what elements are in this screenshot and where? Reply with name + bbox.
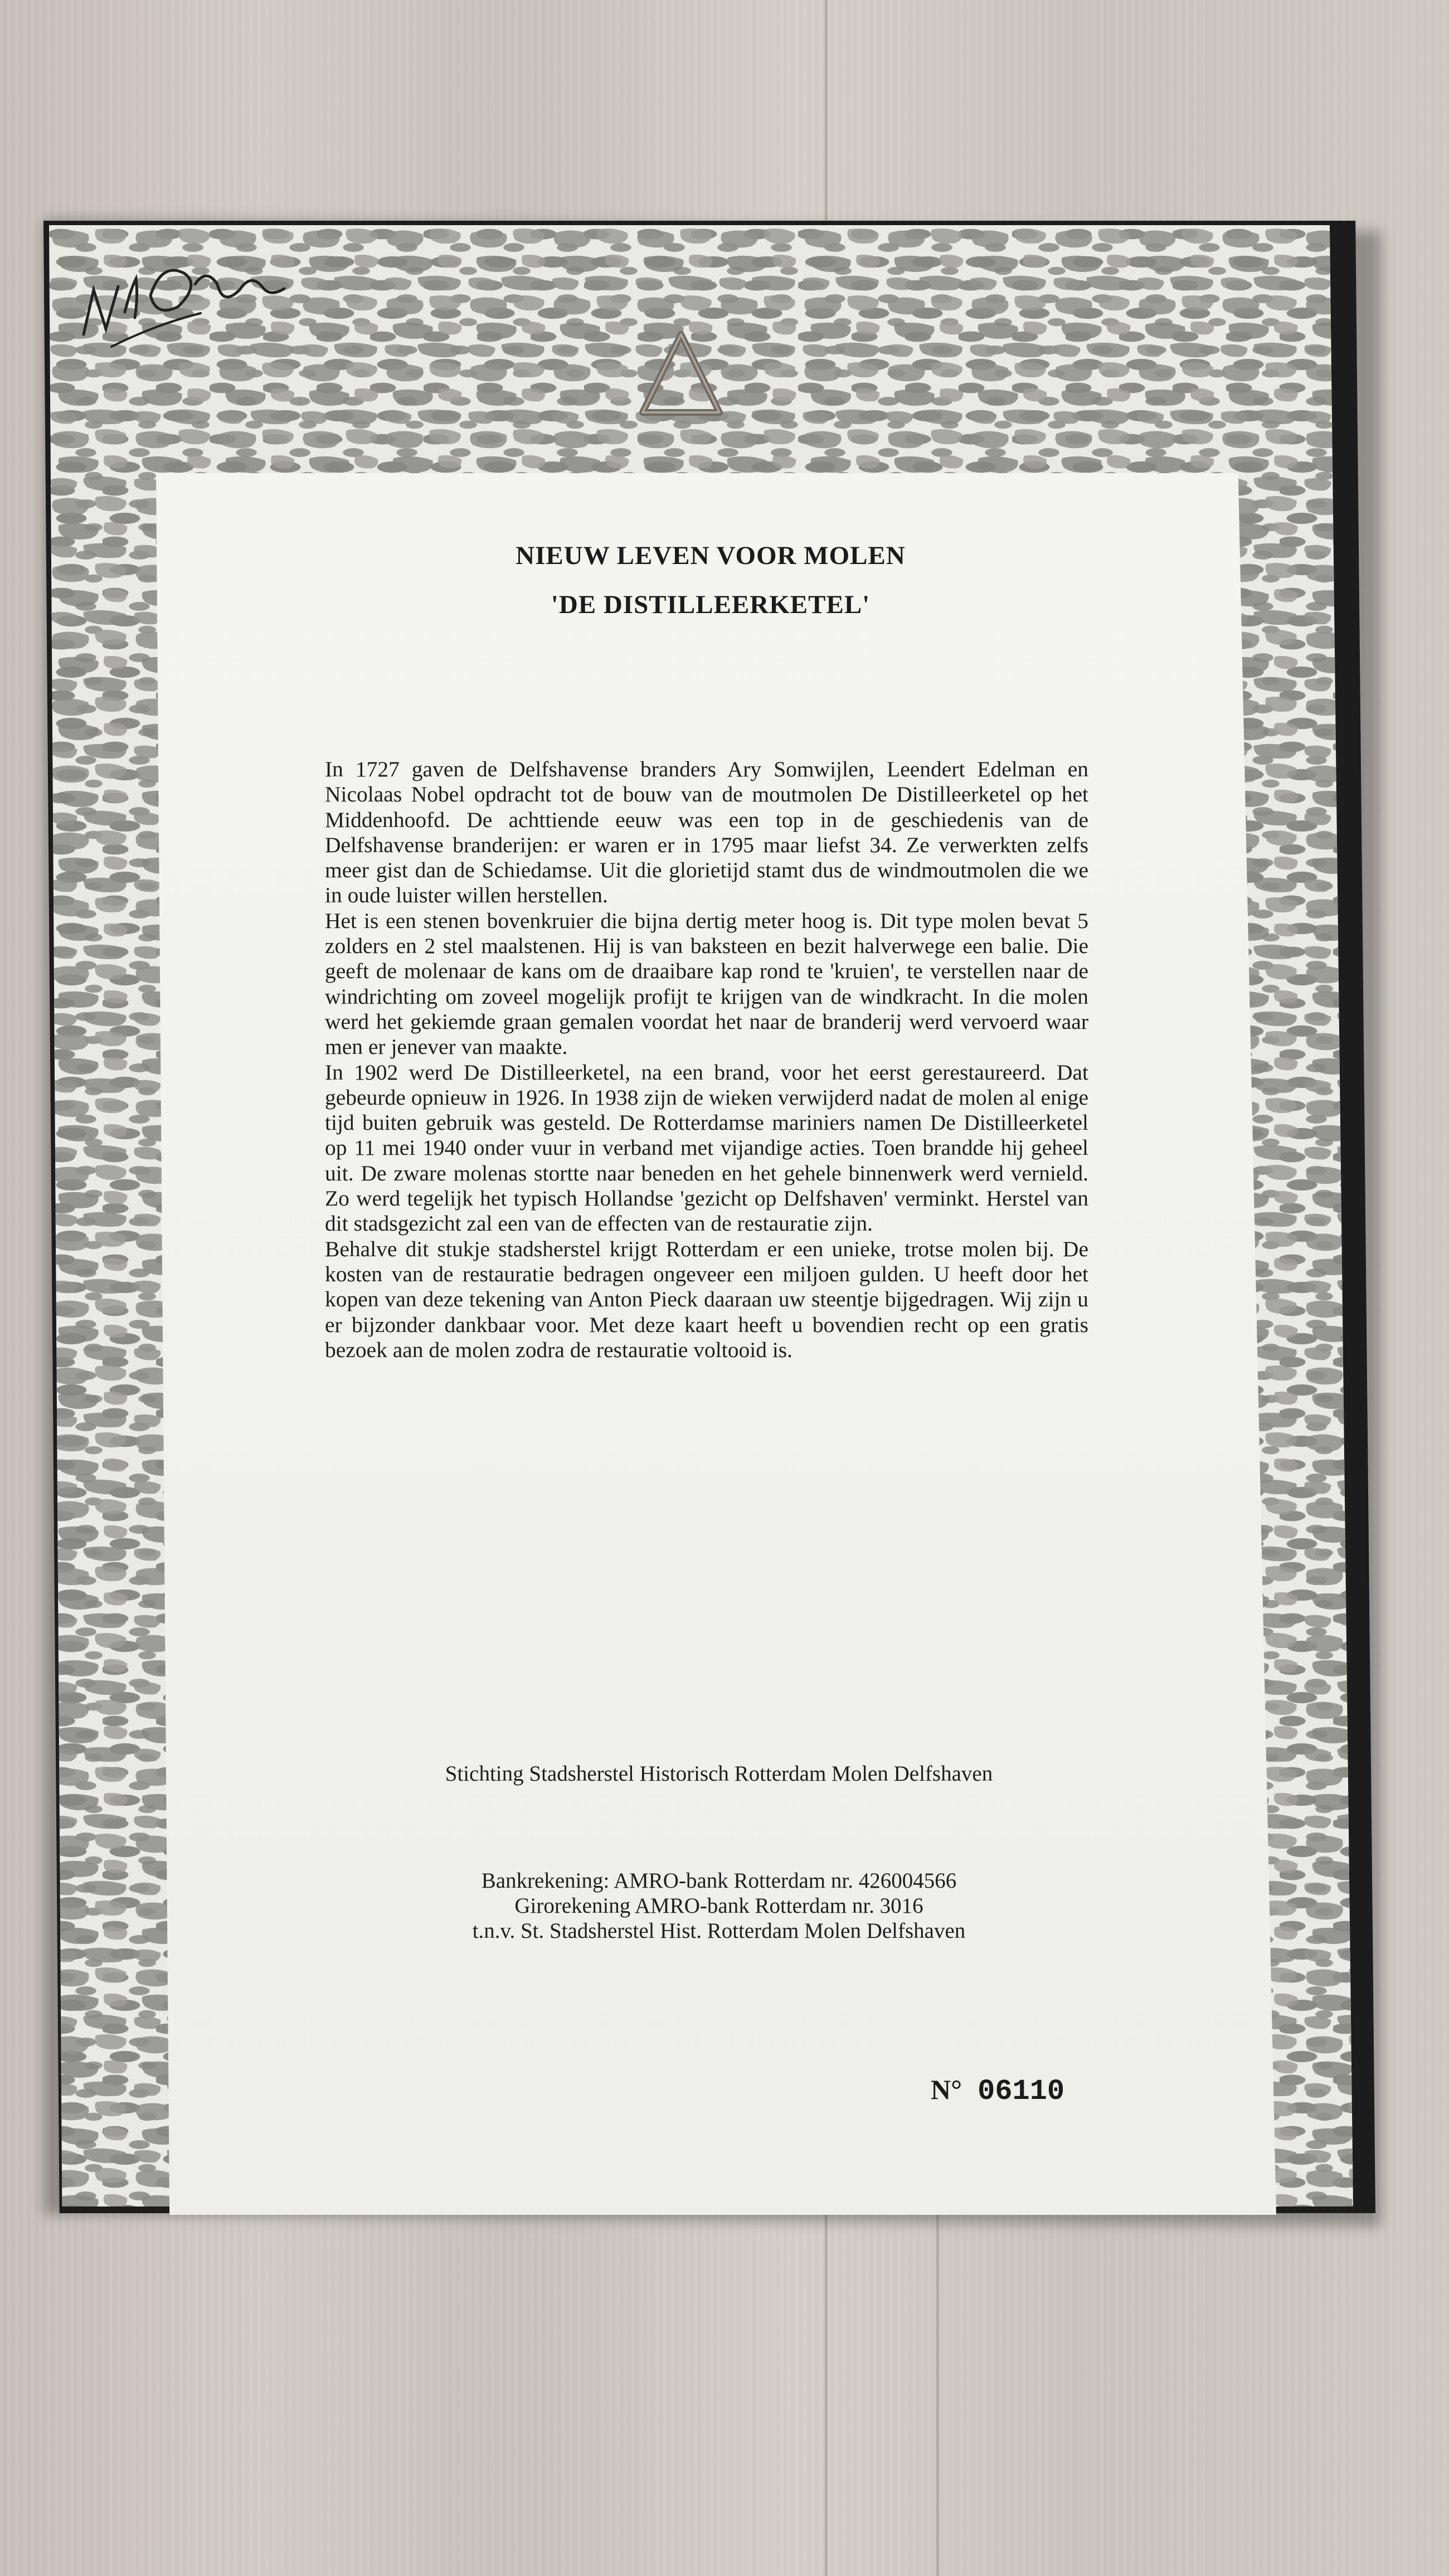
giro-account-line: Girorekening AMRO-bank Rotterdam nr. 3016 xyxy=(514,1894,923,1918)
bank-account-line: Bankrekening: AMRO-bank Rotterdam nr. 426004566 xyxy=(481,1869,957,1893)
paragraph-appeal: Behalve dit stukje stadsherstel krijgt Rotterdam er een unieke, trotse molen bij. De kosten van de restauratie bedragen ongeveer een miljoen gulden. U heeft door het kopen van deze tekening van Anton Pieck daaraan uw steentje bijgedragen. Wij zijn u er bijzonder dankbaar voor. Met deze kaart heeft u bovendien recht op een gratis bezoek aan de molen zodra de restauratie voltooid is. xyxy=(325,1236,1088,1362)
card-body xyxy=(325,757,1088,1363)
handwritten-signature xyxy=(67,229,312,357)
foundation-name: Stichting Stadsherstel Historisch Rotterdam Molen Delfshaven xyxy=(445,1762,993,1786)
floor-seam xyxy=(936,2201,939,2576)
serial-number xyxy=(931,2073,1064,2108)
number-value: 06110 xyxy=(978,2075,1065,2108)
paragraph-history: In 1727 gaven de Delfshavense branders Ary Somwijlen, Leendert Edelman en Nicolaas Nobel opdracht tot de bouw van de moutmolen De Distilleerketel op het Middenhoofd. De achttiende eeuw was een top in de geschiedenis van de Delfshavense branderijen: er waren er in 1795 maar liefst 34. Ze verwerkten zelfs meer gist dan de Schiedamse. Uit die glorietijd stamt dus de windmoutmolen die we in oude luister willen herstellen. xyxy=(325,757,1088,908)
account-holder-line: t.n.v. St. Stadsherstel Hist. Rotterdam Molen Delfshaven xyxy=(472,1919,966,1943)
number-mark: N° xyxy=(931,2074,962,2105)
triangle-hanger-icon xyxy=(637,329,725,421)
paragraph-construction: Het is een stenen bovenkruier die bijna dertig meter hoog is. Dit type molen bevat 5 zolders en 2 stel maalstenen. Hij is van baksteen en bezit halverwege een balie. Die geeft de molenaar de kans om de draaibare kap rond te 'kruien', te verstellen naar de windrichting om zoveel mogelijk profijt te krijgen van de windkracht. In die molen werd het gekiemde graan gemalen voordat het naar de branderij werd vervoerd waar men er jenever van maakte. xyxy=(325,908,1088,1059)
paragraph-restorations: In 1902 werd De Distilleerketel, na een brand, voor het eerst gerestaureerd. Dat gebeurde opnieuw in 1926. In 1938 zijn de wieken verwijderd nadat de molen al enige tijd buiten gebruik was gesteld. De Rotterdamse mariniers namen De Distilleerketel op 11 mei 1940 onder vuur in verband met vijandige acties. Toen brandde hij geheel uit. De zware molenas stortte naar beneden en het gehele binnenwerk werd vernield. Zo werd tegelijk het typisch Hollandse 'gezicht op Delfshaven' verminkt. Herstel van dit stadsgezicht zal een van de effecten van de restauratie zijn. xyxy=(325,1059,1088,1236)
card-title-line-2: 'DE DISTILLEERKETEL' xyxy=(551,590,871,619)
card-title-line-1: NIEUW LEVEN VOOR MOLEN xyxy=(516,541,906,570)
